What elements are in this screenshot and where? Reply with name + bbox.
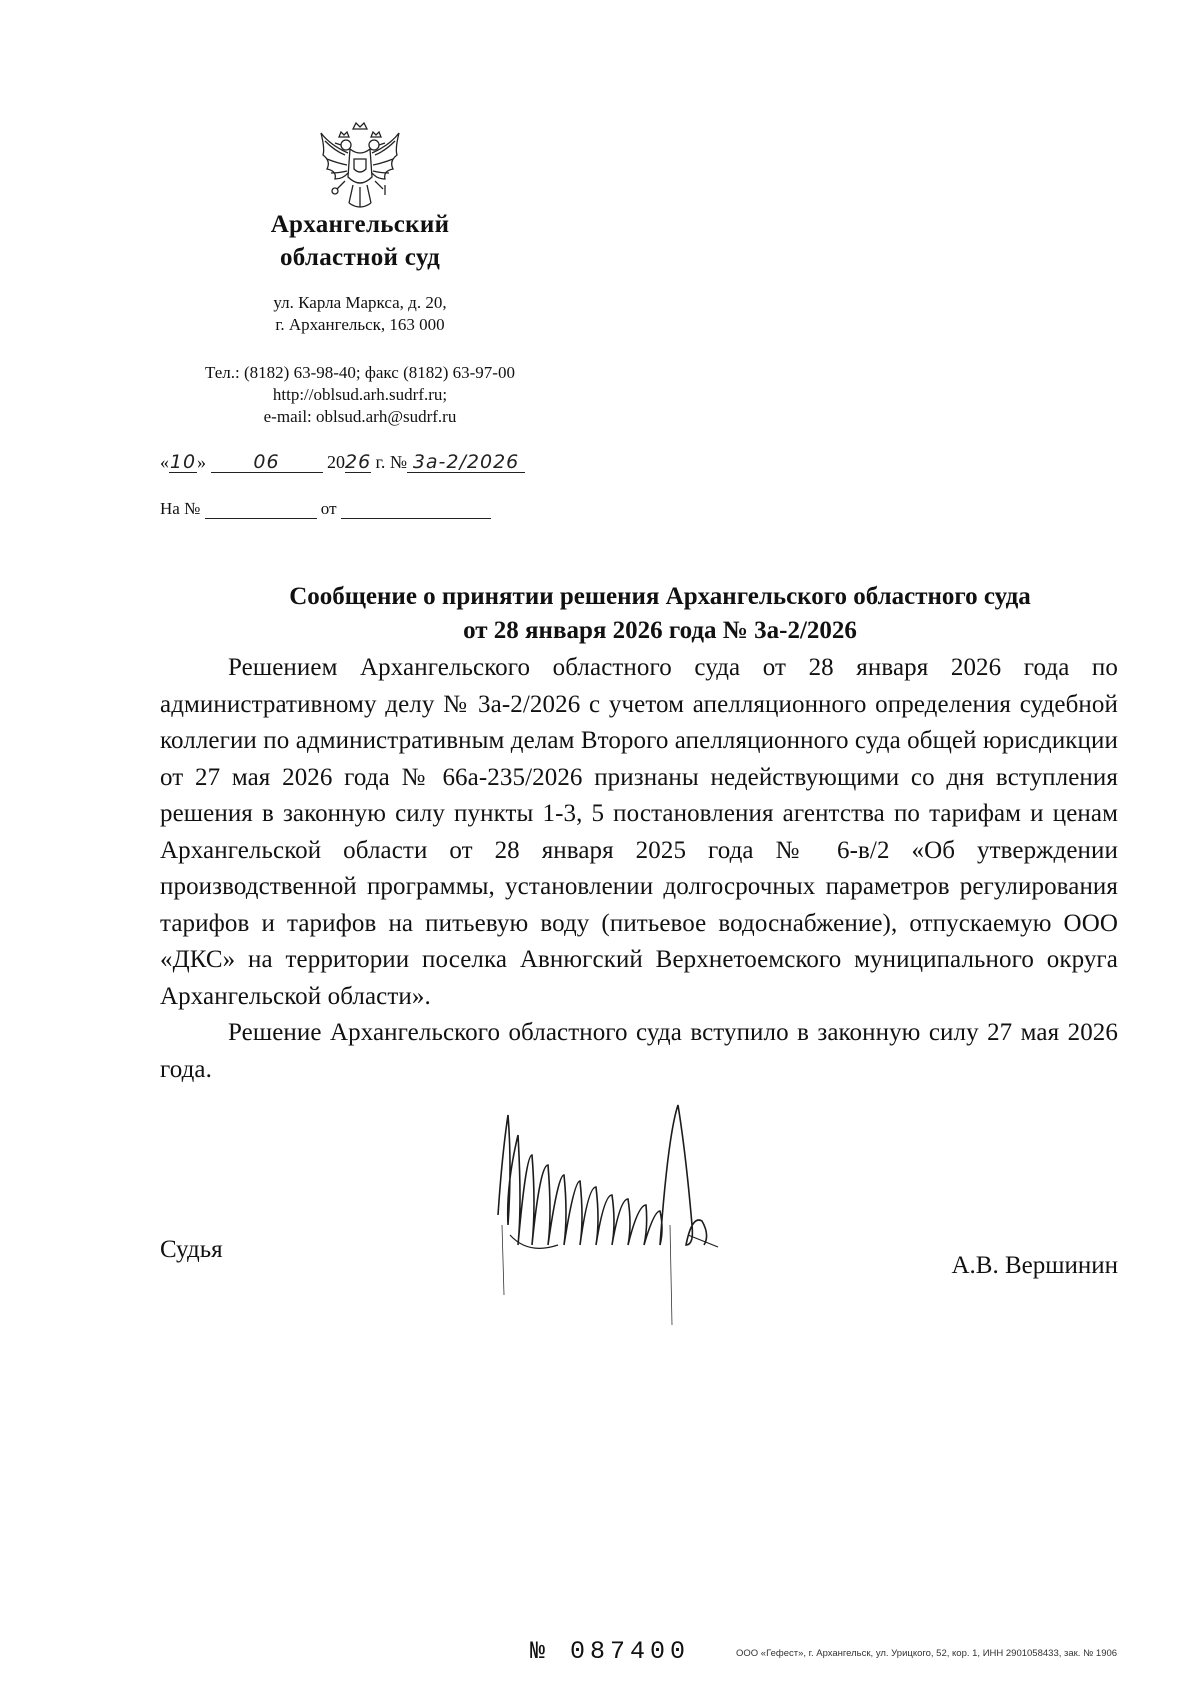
email: e-mail: oblsud.arh@sudrf.ru: [263, 407, 457, 426]
body-paragraph-2: Решение Архангельского областного суда вступило в законную силу 27 мая 2026 года.: [160, 1019, 1118, 1083]
ot-label: от: [320, 499, 337, 518]
document-body: [160, 650, 1118, 1088]
judge-name: А.В. Вершинин: [951, 1252, 1118, 1279]
title-line1: Сообщение о принятии решения Архангельского областного суда: [289, 583, 1031, 610]
address-line1: ул. Карла Маркса, д. 20,: [273, 293, 447, 312]
body-paragraph-1: Решением Архангельского областного суда от 28 января 2026 года по административному делу № 3а-2/2026 с учетом апелляционного определения судебной коллегии по административным делам Второго апелляционного суда общей юрисдикции от 27 мая 2026 года № 66а-235/2026 признаны недействующими со дня вступления решения в законную силу пункты 1-3, 5 постановления агентства по тарифам и ценам Архангельской области от 28 января 2025 года № 6-в/2 «Об утверждении производственной программы, установлении долгосрочных параметров регулирования тарифов и тарифов на питьевую воду (питьевое водоснабжение), отпускаемую ООО «ДКС» на территории поселка Авнюгский Верхнетоемского муниципального округа Архангельской области».: [160, 654, 1118, 1010]
website: http://oblsud.arh.sudrf.ru;: [272, 385, 448, 404]
court-contacts: [150, 362, 570, 428]
na-label: На №: [160, 499, 201, 518]
document-title: [200, 580, 1120, 648]
outgoing-year: 26: [345, 451, 372, 473]
number-label: №: [389, 452, 408, 472]
outgoing-date-number: [160, 452, 525, 473]
outgoing-number: 3а-2/2026: [407, 452, 525, 473]
court-address: [200, 292, 520, 336]
title-line2: от 28 января 2026 года № 3а-2/2026: [463, 617, 857, 644]
printer-imprint: ООО «Гефест», г. Архангельск, ул. Урицкого, 52, кор. 1, ИНН 2901058433, зак. № 1906: [736, 1648, 1118, 1659]
year-unit: г.: [375, 452, 386, 472]
double-headed-eagle-emblem-icon: [315, 115, 405, 215]
ref-number-blank: [205, 498, 317, 519]
court-name: [200, 208, 520, 274]
court-name-line2: областной суд: [279, 244, 441, 271]
judge-position: Судья: [160, 1236, 223, 1263]
address-line2: г. Архангельск, 163 000: [275, 315, 445, 334]
phone-fax: Тел.: (8182) 63-98-40; факс (8182) 63-97-00: [205, 363, 515, 382]
court-name-line1: Архангельский: [270, 211, 450, 238]
outgoing-month: 06: [211, 452, 323, 473]
reference-line: [160, 498, 491, 519]
form-serial-number: № 087400: [530, 1637, 691, 1666]
close-quote: »: [197, 452, 206, 472]
ref-date-blank: [341, 498, 491, 519]
open-quote: «: [160, 452, 169, 472]
judge-signature: [488, 1095, 788, 1355]
year-prefix: 20: [327, 452, 345, 472]
outgoing-day: 10: [169, 451, 197, 473]
